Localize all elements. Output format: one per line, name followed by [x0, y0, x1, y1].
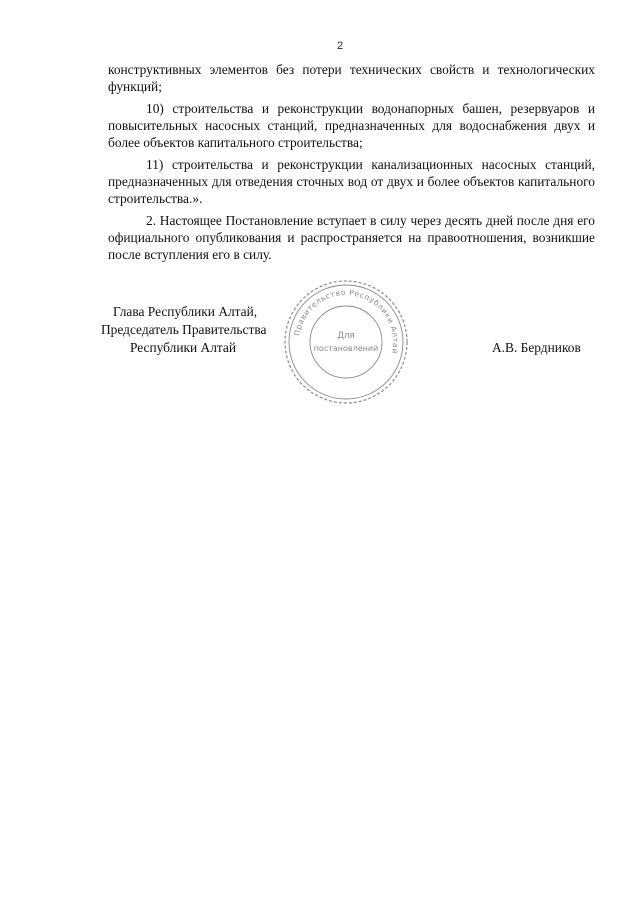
signatory-name: А.В. Бердников	[492, 340, 581, 355]
official-seal-stamp	[282, 278, 410, 406]
paragraph-continuation: конструктивных элементов без потери технических свойств и технологических функций;	[108, 62, 595, 94]
document-body	[108, 61, 595, 268]
seal-center-line-2: постановлений	[313, 344, 379, 353]
signatory-title-line-2: Председатель Правительства	[101, 322, 267, 337]
paragraph-item-10: 10) строительства и реконструкции водонапорных башен, резервуаров и повысительных насосных станций, предназначенных для водоснабжения двух и более объектов капитального строительства;	[108, 101, 595, 150]
signatory-title-line-1: Глава Республики Алтай,	[113, 304, 258, 319]
paragraph-clause-2: 2. Настоящее Постановление вступает в силу через десять дней после дня его официального опубликования и распространяется на правоотношения, возникшие после вступления его в силу.	[108, 213, 595, 262]
seal-center-line-1: Для	[337, 331, 355, 341]
seal-ring-text: Правительство Республики Алтай	[292, 287, 401, 355]
paragraph-item-11: 11) строительства и реконструкции канализационных насосных станций, предназначенных для отведения сточных вод от двух и более объектов капитального строительства.».	[108, 157, 595, 206]
signatory-title-line-3: Республики Алтай	[130, 340, 237, 355]
page-number: 2	[336, 40, 344, 52]
